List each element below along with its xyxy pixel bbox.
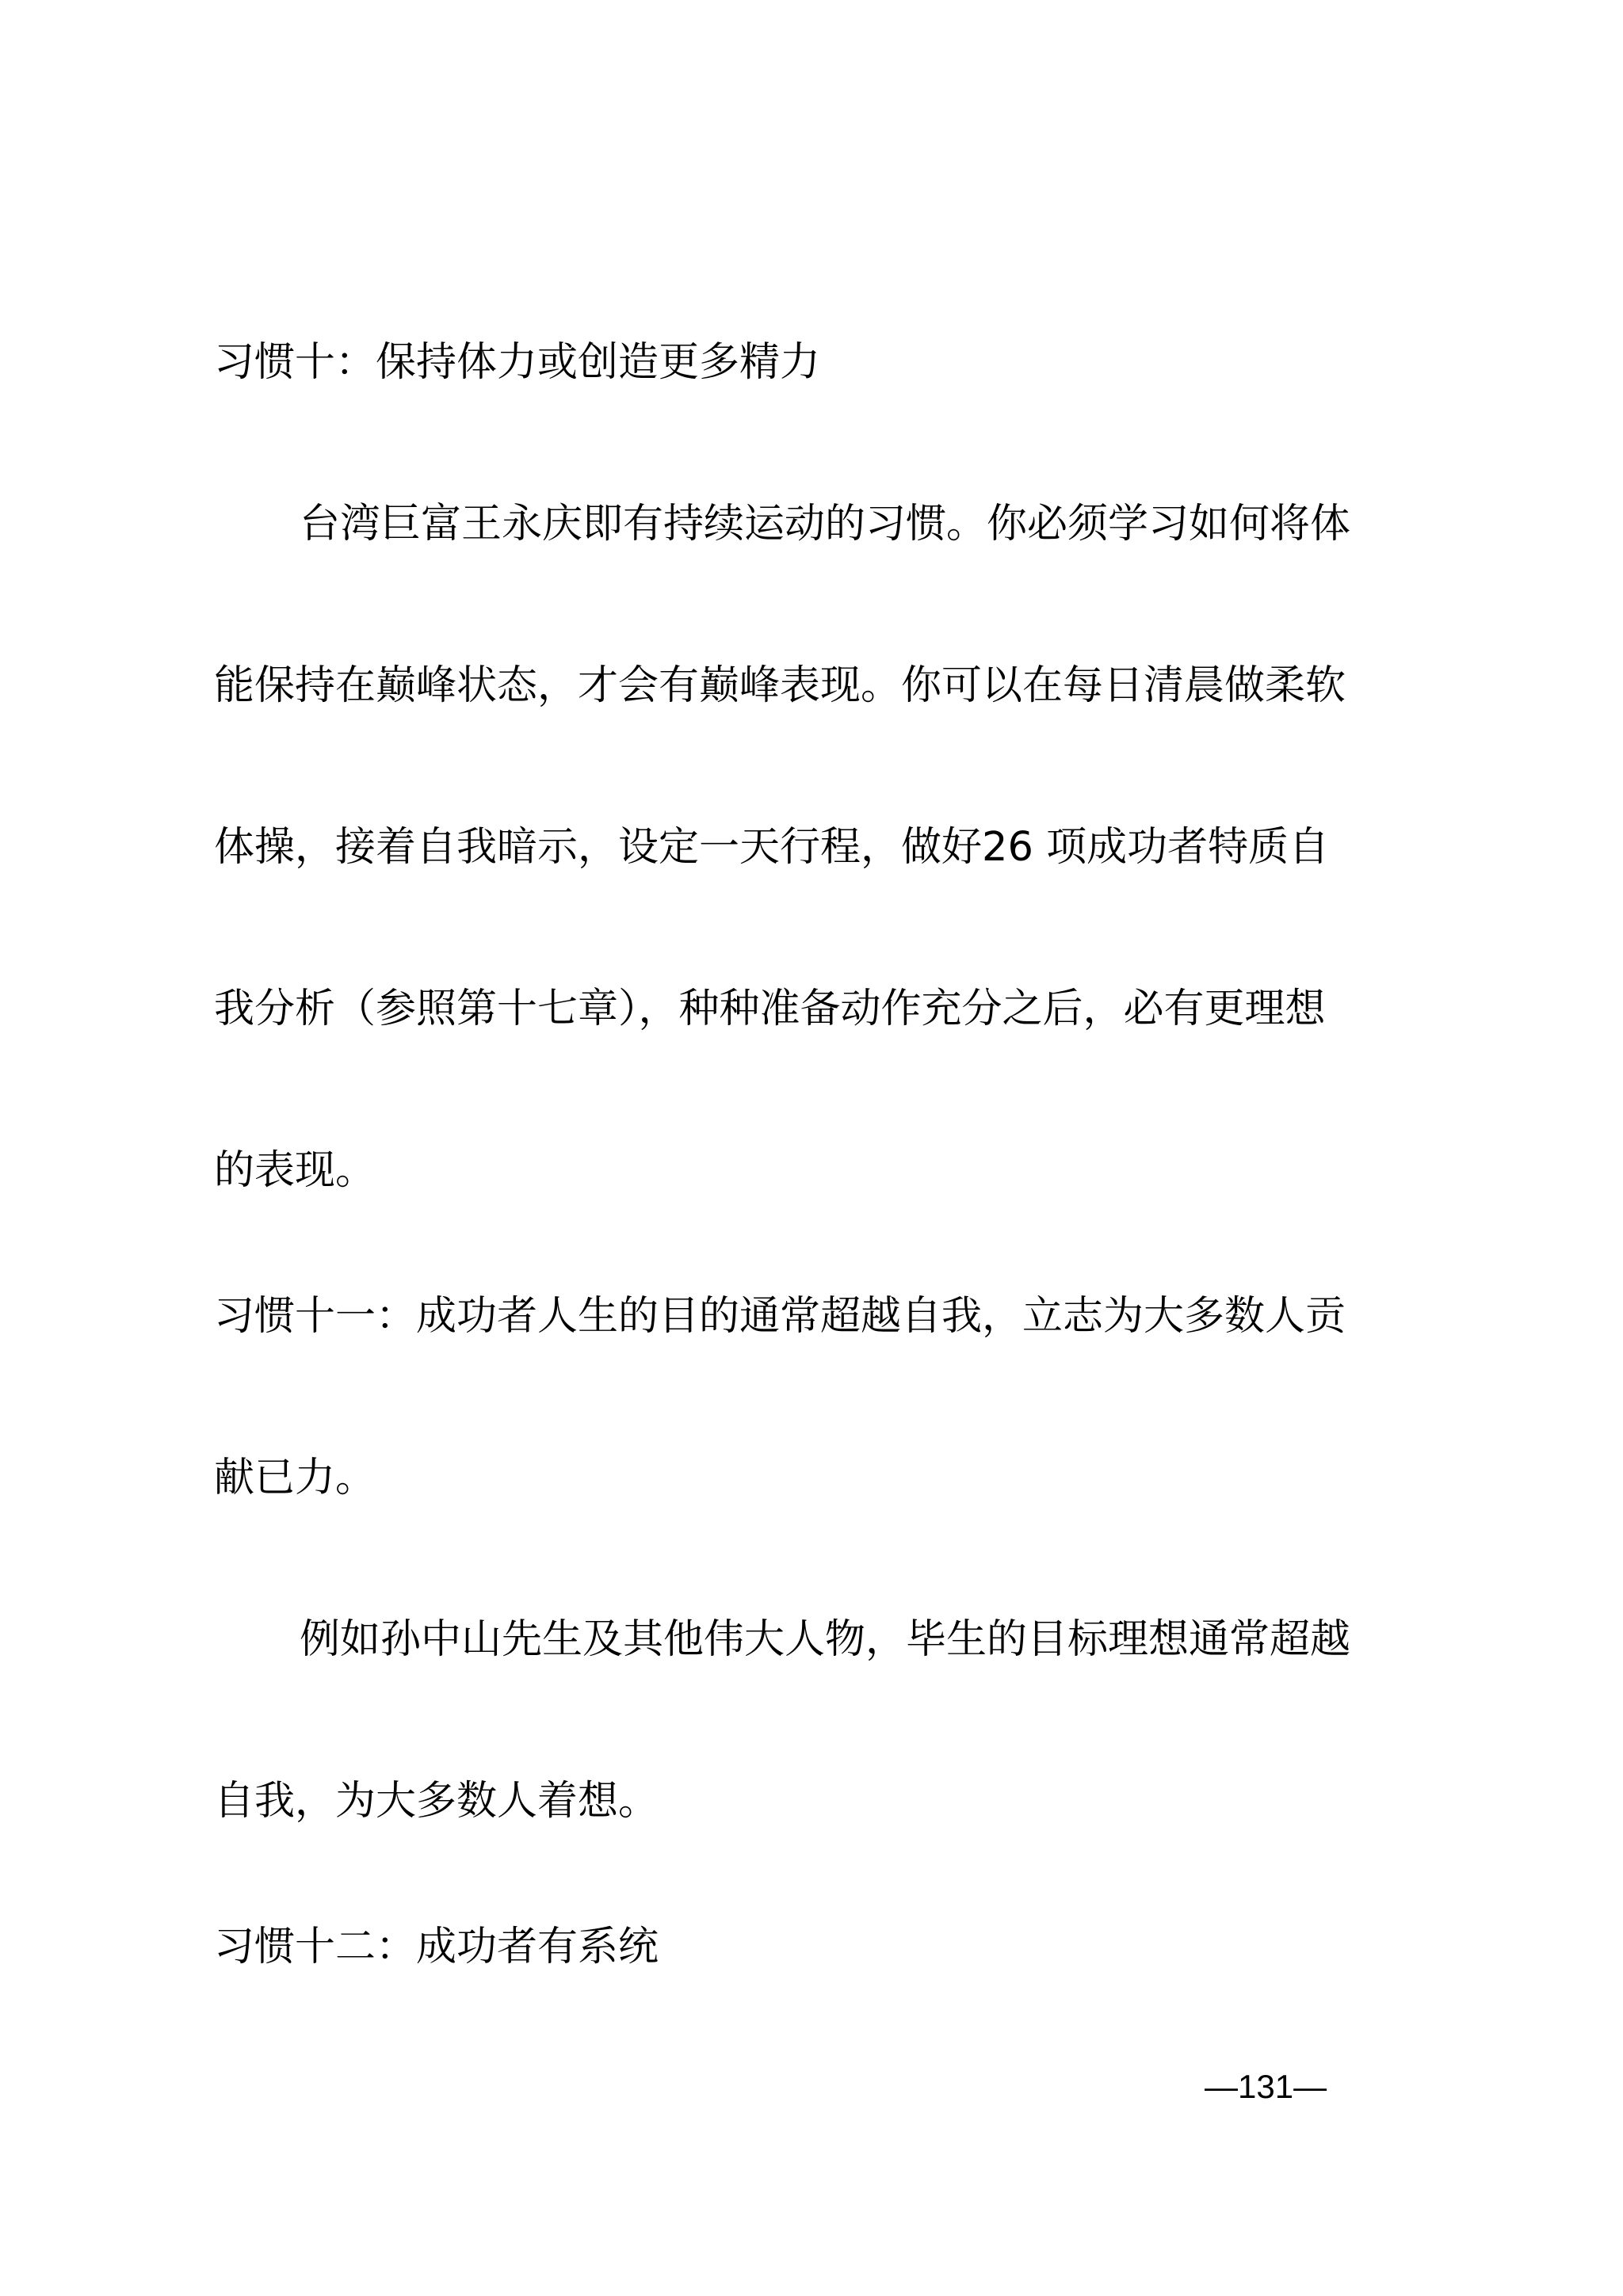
habit-10-paragraph-line-5: 的表现。 <box>214 1147 376 1194</box>
habit-10-paragraph-line-1: 台湾巨富王永庆即有持续运动的习惯。你必须学习如何将体 <box>300 501 1351 547</box>
habit-10-paragraph-line-3: 体操，接着自我暗示，设定一天行程，做好26 项成功者特质自 <box>214 824 1330 871</box>
habit-10-paragraph-line-2: 能保持在巅峰状态，才会有巅峰表现。你可以在每日清晨做柔软 <box>214 662 1346 709</box>
habit-11-paragraph-line-1: 例如孙中山先生及其他伟大人物，毕生的目标理想通常超越 <box>300 1616 1351 1663</box>
habit-10-heading: 习惯十：保持体力或创造更多精力 <box>214 339 821 386</box>
page-number: —131— <box>1205 2068 1327 2105</box>
habit-11-heading-line-2: 献已力。 <box>214 1455 376 1501</box>
habit-11-paragraph-line-2: 自我，为大多数人着想。 <box>214 1778 659 1825</box>
habit-12-heading: 习惯十二：成功者有系统 <box>214 1924 659 1970</box>
habit-10-paragraph-line-4: 我分析（参照第十七章），种种准备动作充分之后，必有更理想 <box>214 986 1326 1032</box>
habit-11-heading-line-1: 习惯十一：成功者人生的目的通常超越自我，立志为大多数人贡 <box>214 1293 1346 1340</box>
